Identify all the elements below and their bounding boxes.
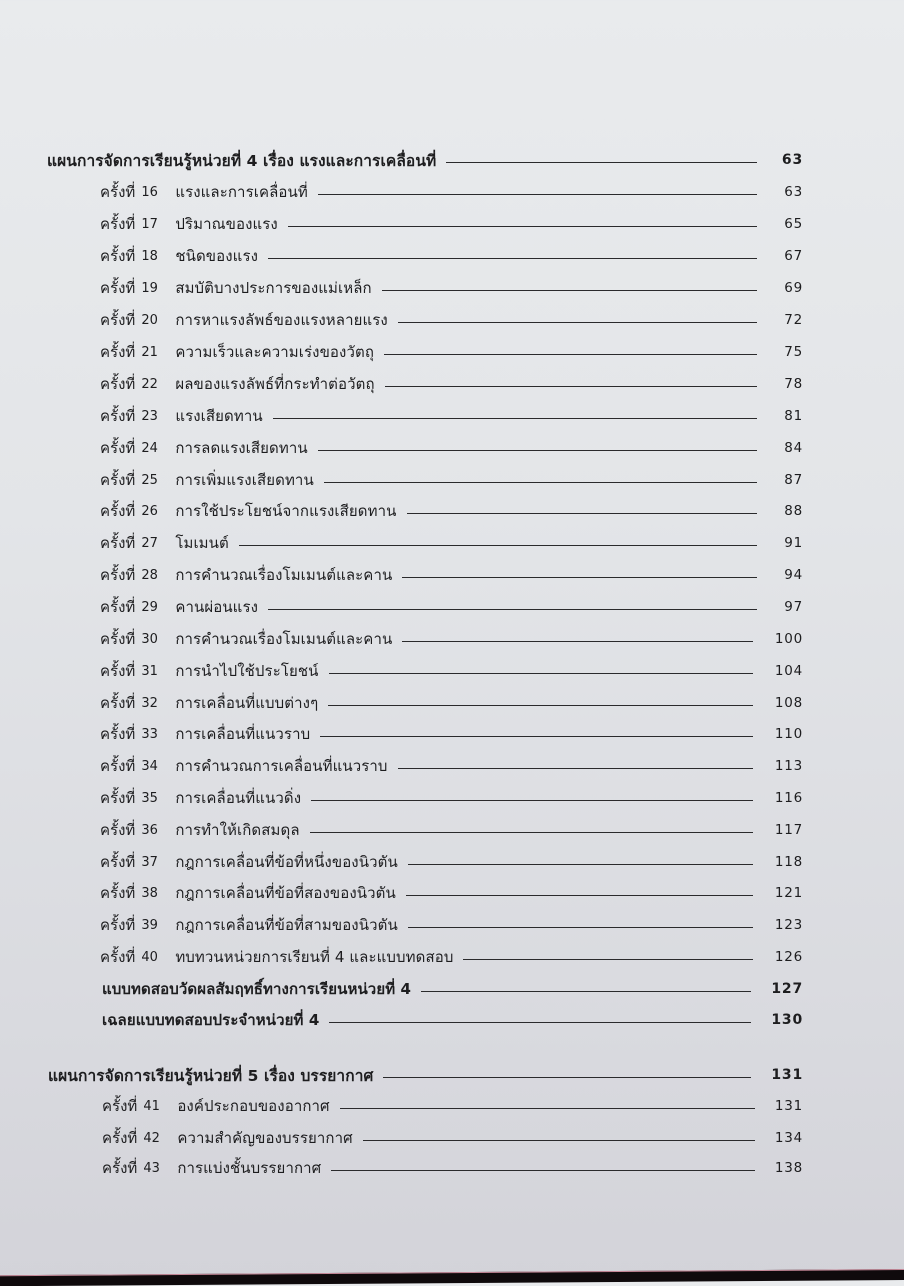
lesson-prefix: ครั้งที่ [100, 884, 136, 902]
unit-title: แผนการจัดการเรียนรู้หน่วยที่ 5 เรื่อง บรรยากาศ [48, 1066, 374, 1085]
toc-entry[interactable] [102, 1125, 803, 1151]
toc-entry[interactable] [102, 1155, 803, 1181]
lesson-title: โมเมนต์ [175, 534, 229, 552]
page-number: 63 [781, 152, 803, 168]
page-number: 69 [784, 280, 803, 296]
toc-entry-answer-key[interactable] [102, 1007, 803, 1033]
lesson-number: 27 [141, 535, 158, 551]
page-number: 94 [784, 567, 803, 583]
lesson-number: 18 [141, 248, 158, 264]
lesson-number: 30 [141, 631, 158, 647]
lesson-title: แรงและการเคลื่อนที่ [175, 183, 308, 201]
toc-entry[interactable] [100, 849, 803, 875]
leader-line [340, 1108, 755, 1109]
leader-line [268, 258, 757, 259]
lesson-title: การคำนวณการเคลื่อนที่แนวราบ [175, 757, 388, 775]
leader-line [402, 577, 757, 578]
page-number: 72 [784, 312, 803, 328]
lesson-title: องค์ประกอบของอากาศ [177, 1097, 330, 1115]
leader-line [328, 705, 753, 706]
page-number: 97 [784, 599, 803, 615]
toc-entry[interactable] [100, 817, 803, 843]
page-number: 126 [774, 949, 803, 965]
lesson-prefix: ครั้งที่ [100, 215, 136, 233]
lesson-prefix: ครั้งที่ [100, 789, 136, 807]
page-number: 116 [774, 790, 803, 806]
lesson-title: ผลของแรงลัพธ์ที่กระทำต่อวัตถุ [175, 375, 375, 393]
lesson-title: การเคลื่อนที่แนวดิ่ง [175, 789, 302, 807]
lesson-title: สมบัติบางประการของแม่เหล็ก [175, 279, 372, 297]
entry-title: เฉลยแบบทดสอบประจำหน่วยที่ 4 [102, 1011, 320, 1029]
toc-entry[interactable] [100, 658, 803, 684]
lesson-prefix: ครั้งที่ [100, 375, 136, 393]
lesson-title: ปริมาณของแรง [175, 215, 278, 233]
lesson-number: 29 [141, 599, 158, 615]
page-number: 118 [774, 854, 803, 870]
toc-heading-unit-5[interactable] [48, 1062, 803, 1088]
page-number: 113 [774, 758, 803, 774]
lesson-prefix: ครั้งที่ [102, 1129, 138, 1147]
leader-line [407, 513, 757, 514]
lesson-title: การเคลื่อนที่แบบต่างๆ [175, 694, 319, 712]
lesson-number: 43 [143, 1160, 160, 1176]
toc-entry[interactable] [100, 435, 803, 461]
lesson-number: 20 [141, 312, 158, 328]
toc-entry[interactable] [100, 307, 803, 333]
page-number: 87 [784, 472, 803, 488]
lesson-prefix: ครั้งที่ [100, 725, 136, 743]
lesson-number: 36 [141, 822, 158, 838]
unit-title: แผนการจัดการเรียนรู้หน่วยที่ 4 เรื่อง แรงและการเคลื่อนที่ [47, 151, 437, 170]
leader-line [320, 736, 753, 737]
page-number: 123 [774, 917, 803, 933]
lesson-title: กฎการเคลื่อนที่ข้อที่สองของนิวตัน [175, 884, 396, 902]
lesson-number: 34 [141, 758, 158, 774]
lesson-prefix: ครั้งที่ [100, 279, 136, 297]
leader-line [363, 1140, 755, 1141]
leader-line [406, 895, 753, 896]
page-number: 117 [774, 822, 803, 838]
lesson-prefix: ครั้งที่ [100, 247, 136, 265]
lesson-title: การใช้ประโยชน์จากแรงเสียดทาน [175, 502, 397, 520]
lesson-number: 24 [141, 440, 158, 456]
lesson-number: 19 [141, 280, 158, 296]
leader-line [310, 832, 753, 833]
lesson-title: แรงเสียดทาน [175, 407, 263, 425]
toc-entry[interactable] [100, 498, 803, 524]
toc-entry[interactable] [100, 721, 803, 747]
lesson-title: ชนิดของแรง [175, 247, 259, 265]
toc-entry[interactable] [100, 339, 803, 365]
lesson-prefix: ครั้งที่ [100, 916, 136, 934]
leader-line [421, 991, 751, 992]
page-number: 65 [784, 216, 803, 232]
toc-entry[interactable] [102, 1093, 803, 1119]
toc-heading-unit-4[interactable] [47, 147, 803, 173]
toc-entry[interactable] [100, 243, 803, 269]
entry-title: แบบทดสอบวัดผลสัมฤทธิ์ทางการเรียนหน่วยที่ 4 [102, 980, 412, 998]
lesson-title: การคำนวณเรื่องโมเมนต์และคาน [175, 566, 393, 584]
lesson-title: กฎการเคลื่อนที่ข้อที่หนึ่งของนิวตัน [175, 853, 398, 871]
lesson-number: 42 [143, 1130, 160, 1146]
lesson-title: คานผ่อนแรง [175, 598, 259, 616]
leader-line [331, 1170, 755, 1171]
leader-line [398, 322, 757, 323]
leader-line [446, 162, 757, 163]
lesson-number: 28 [141, 567, 158, 583]
page-number: 127 [771, 981, 803, 997]
lesson-prefix: ครั้งที่ [100, 534, 136, 552]
leader-line [385, 386, 757, 387]
lesson-prefix: ครั้งที่ [100, 694, 136, 712]
lesson-number: 16 [141, 184, 158, 200]
leader-line [408, 864, 753, 865]
page-number: 138 [774, 1160, 803, 1176]
lesson-title: การแบ่งชั้นบรรยากาศ [177, 1159, 322, 1177]
lesson-title: การทำให้เกิดสมดุล [175, 821, 300, 839]
lesson-number: 40 [141, 949, 158, 965]
lesson-number: 38 [141, 885, 158, 901]
toc-entry[interactable] [100, 275, 803, 301]
lesson-number: 39 [141, 917, 158, 933]
toc-entry[interactable] [100, 912, 803, 938]
lesson-prefix: ครั้งที่ [100, 853, 136, 871]
toc-entry[interactable] [100, 403, 803, 429]
toc-entry[interactable] [100, 880, 803, 906]
lesson-prefix: ครั้งที่ [100, 183, 136, 201]
page-number: 131 [774, 1098, 803, 1114]
page-number: 108 [774, 695, 803, 711]
leader-line [288, 226, 757, 227]
lesson-prefix: ครั้งที่ [100, 566, 136, 584]
lesson-title: การหาแรงลัพธ์ของแรงหลายแรง [175, 311, 388, 329]
lesson-prefix: ครั้งที่ [100, 471, 136, 489]
lesson-prefix: ครั้งที่ [102, 1159, 138, 1177]
page-number: 63 [784, 184, 803, 200]
lesson-prefix: ครั้งที่ [100, 343, 136, 361]
lesson-title: กฎการเคลื่อนที่ข้อที่สามของนิวตัน [175, 916, 398, 934]
lesson-prefix: ครั้งที่ [100, 502, 136, 520]
page-number: 134 [774, 1130, 803, 1146]
toc-entry[interactable] [100, 179, 803, 205]
lesson-title: การนำไปใช้ประโยชน์ [175, 662, 319, 680]
toc-entry[interactable] [100, 785, 803, 811]
page-number: 75 [784, 344, 803, 360]
toc-entry[interactable] [100, 753, 803, 779]
leader-line [239, 545, 757, 546]
leader-line [329, 1022, 751, 1023]
page-number: 121 [774, 885, 803, 901]
toc-entry[interactable] [100, 562, 803, 588]
page-number: 88 [784, 503, 803, 519]
toc-entry[interactable] [100, 371, 803, 397]
lesson-title: ทบทวนหน่วยการเรียนที่ 4 และแบบทดสอบ [175, 948, 454, 966]
leader-line [408, 927, 753, 928]
lesson-prefix: ครั้งที่ [100, 821, 136, 839]
page-edge-shadow [0, 1269, 904, 1286]
leader-line [318, 450, 757, 451]
lesson-title: การลดแรงเสียดทาน [175, 439, 308, 457]
page-number: 91 [784, 535, 803, 551]
lesson-number: 23 [141, 408, 158, 424]
leader-line [324, 482, 757, 483]
lesson-number: 17 [141, 216, 158, 232]
toc-entry[interactable] [100, 594, 803, 620]
page-number: 100 [774, 631, 803, 647]
lesson-prefix: ครั้งที่ [102, 1097, 138, 1115]
lesson-title: ความเร็วและความเร่งของวัตถุ [175, 343, 375, 361]
page-number: 110 [774, 726, 803, 742]
leader-line [318, 194, 757, 195]
lesson-prefix: ครั้งที่ [100, 757, 136, 775]
lesson-prefix: ครั้งที่ [100, 662, 136, 680]
lesson-number: 22 [141, 376, 158, 392]
lesson-prefix: ครั้งที่ [100, 948, 136, 966]
lesson-title: ความสำคัญของบรรยากาศ [177, 1129, 353, 1147]
lesson-number: 41 [143, 1098, 160, 1114]
leader-line [382, 290, 757, 291]
toc-entry-achievement-test[interactable] [102, 976, 803, 1002]
page-number: 78 [784, 376, 803, 392]
page-number: 81 [784, 408, 803, 424]
page-number: 104 [774, 663, 803, 679]
lesson-prefix: ครั้งที่ [100, 439, 136, 457]
lesson-prefix: ครั้งที่ [100, 630, 136, 648]
lesson-number: 35 [141, 790, 158, 806]
lesson-number: 32 [141, 695, 158, 711]
leader-line [383, 1077, 751, 1078]
toc-entry[interactable] [100, 944, 803, 970]
leader-line [398, 768, 753, 769]
page-number: 67 [784, 248, 803, 264]
toc-entry[interactable] [100, 626, 803, 652]
lesson-title: การเพิ่มแรงเสียดทาน [175, 471, 314, 489]
leader-line [268, 609, 757, 610]
lesson-prefix: ครั้งที่ [100, 311, 136, 329]
page-number: 130 [771, 1012, 803, 1028]
lesson-number: 25 [141, 472, 158, 488]
lesson-number: 21 [141, 344, 158, 360]
lesson-prefix: ครั้งที่ [100, 407, 136, 425]
leader-line [463, 959, 753, 960]
lesson-title: การเคลื่อนที่แนวราบ [175, 725, 311, 743]
page-number: 131 [771, 1067, 803, 1083]
toc-entry[interactable] [100, 530, 803, 556]
leader-line [329, 673, 753, 674]
leader-line [273, 418, 757, 419]
leader-line [402, 641, 753, 642]
toc-entry[interactable] [100, 211, 803, 237]
page-number: 84 [784, 440, 803, 456]
toc-entry[interactable] [100, 690, 803, 716]
leader-line [311, 800, 753, 801]
lesson-prefix: ครั้งที่ [100, 598, 136, 616]
lesson-number: 33 [141, 726, 158, 742]
lesson-number: 31 [141, 663, 158, 679]
toc-entry[interactable] [100, 467, 803, 493]
leader-line [384, 354, 757, 355]
lesson-title: การคำนวณเรื่องโมเมนต์และคาน [175, 630, 393, 648]
lesson-number: 26 [141, 503, 158, 519]
lesson-number: 37 [141, 854, 158, 870]
